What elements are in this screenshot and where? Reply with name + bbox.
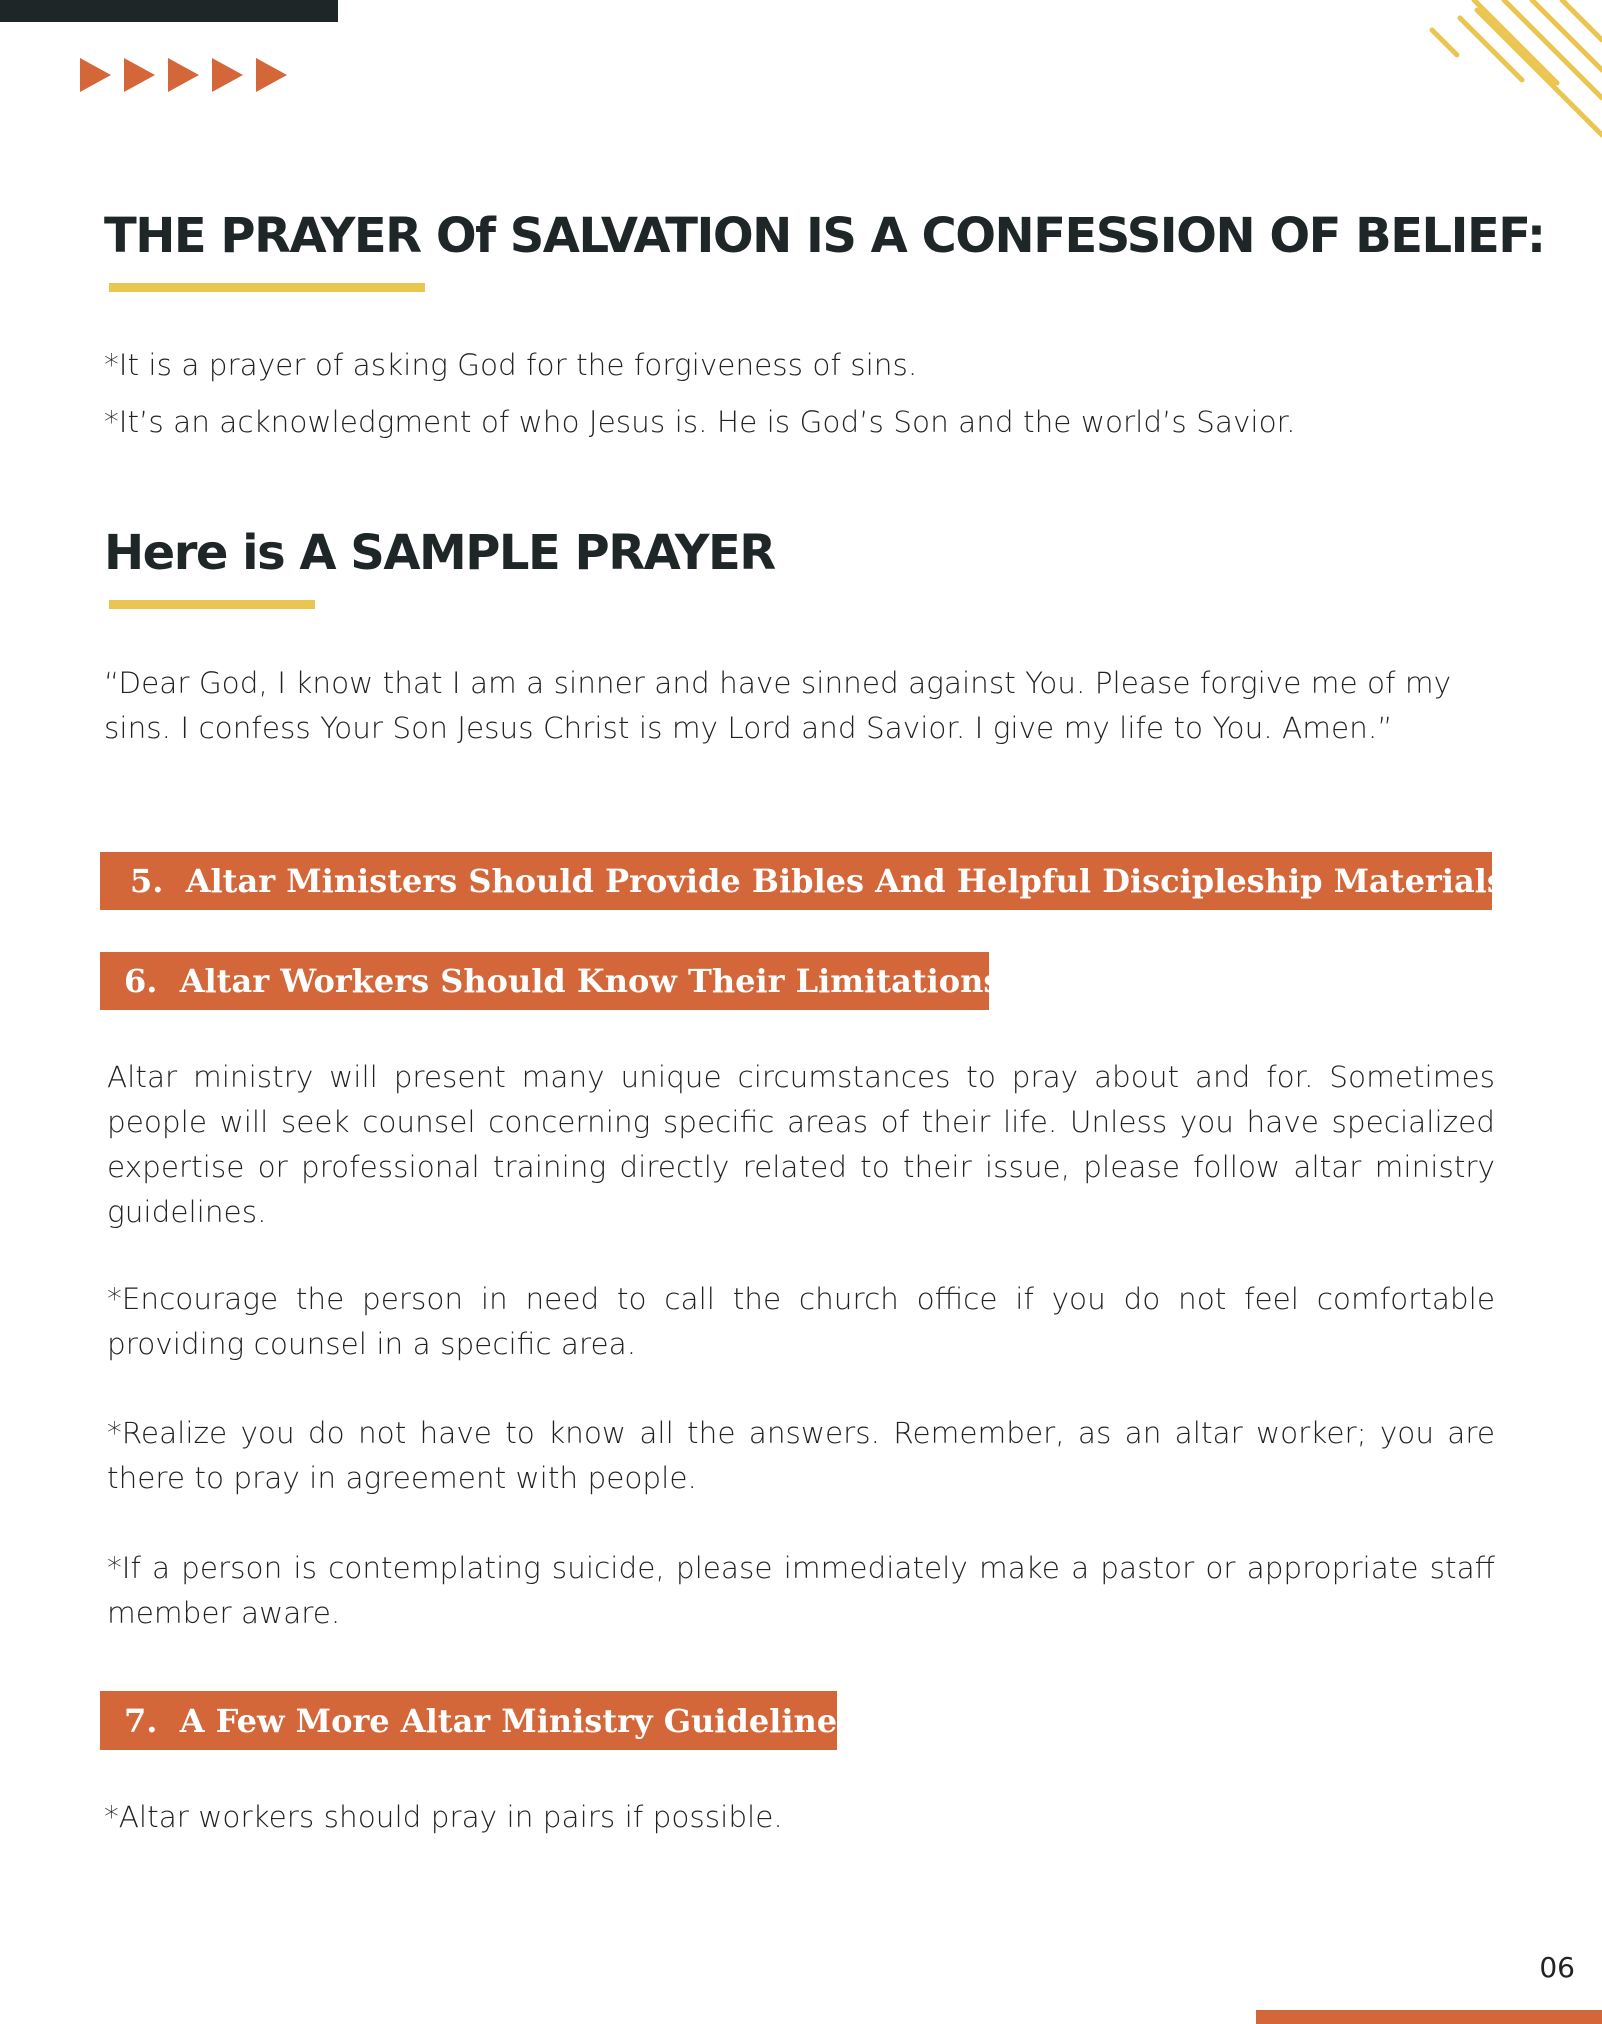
arrow-decoration (80, 58, 287, 92)
sample-prayer-heading: Here is A SAMPLE PRAYER (104, 525, 775, 581)
arrow-icon (80, 58, 111, 92)
section-title: Altar Workers Should Know Their Limitations. (179, 962, 1013, 1000)
section-number: 6. (124, 962, 158, 1000)
limitations-paragraph: *Encourage the person in need to call the church office if you do not feel comfortable providing counsel in a specific area. (107, 1282, 1495, 1361)
page-heading: THE PRAYER Of SALVATION IS A CONFESSION OF BELIEF: (104, 208, 1545, 264)
intro-line: *It is a prayer of asking God for the forgiveness of sins. (104, 348, 918, 382)
section-header-5 (100, 852, 1516, 910)
arrow-icon (212, 58, 243, 92)
page-number: 06 (1539, 1951, 1575, 1984)
section-header-6 (100, 952, 1013, 1010)
intro-line: *It’s an acknowledgment of who Jesus is. He is God’s Son and the world’s Savior. (104, 405, 1296, 439)
top-left-dark-bar (0, 0, 338, 22)
bottom-right-accent-bar (1256, 2010, 1602, 2024)
section-number: 7. (124, 1701, 158, 1740)
limitations-paragraph: *If a person is contemplating suicide, please immediately make a pastor or appropriate staff member aware. (107, 1551, 1495, 1630)
arrow-icon (256, 58, 287, 92)
section-title: A Few More Altar Ministry Guidelines (179, 1701, 856, 1740)
diagonal-stripes-decoration (1412, 0, 1602, 150)
arrow-icon (168, 58, 199, 92)
section-header-7 (100, 1691, 856, 1750)
sample-prayer-text: “Dear God, I know that I am a sinner and have sinned against You. Please forgive me of my sins. I confess Your Son Jesus Christ is my Lord and Savior. I give my life to You. Amen.” (104, 666, 1452, 745)
section-number: 5. (130, 862, 164, 900)
limitations-paragraph: Altar ministry will present many unique circumstances to pray about and for. Sometimes people will seek counsel concerning specific areas of their life. Unless you have specialized expertise or professional training directly related to their issue, please follow altar ministry guidelines. (107, 1060, 1495, 1229)
arrow-icon (124, 58, 155, 92)
guideline-line: *Altar workers should pray in pairs if possible. (104, 1800, 783, 1834)
limitations-paragraph: *Realize you do not have to know all the answers. Remember, as an altar worker; you are there to pray in agreement with people. (107, 1416, 1495, 1495)
heading-underline (109, 600, 315, 609)
section-title: Altar Ministers Should Provide Bibles And Helpful Discipleship Materials. (185, 862, 1516, 900)
heading-underline (109, 283, 425, 292)
